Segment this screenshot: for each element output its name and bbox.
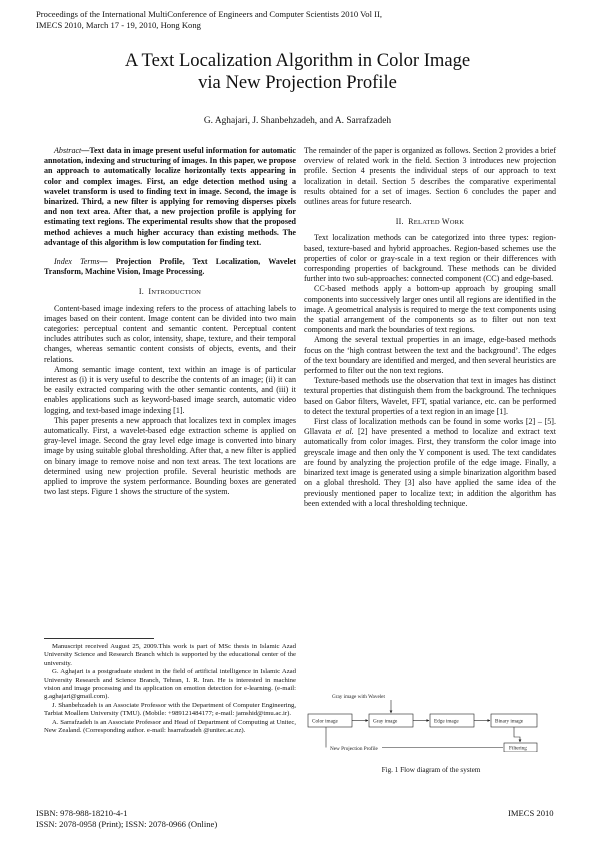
footnotes <box>44 643 296 735</box>
abstract-label: Abstract <box>54 146 82 155</box>
header-line-2: IMECS 2010, March 17 - 19, 2010, Hong Kong <box>36 20 201 30</box>
intro-paragraph-2: Among semantic image content, text within an image is of particular interest as (i) it is very useful to describe the contents of an image; (ii) it can be easily extracted comparing with the other semantic contents, and (iii) it enables applications such as keyword-based image search, automatic video logging, and text-based image indexing [1]. <box>44 364 296 415</box>
label-projection: New Projection Profile <box>330 746 378 752</box>
related-paragraph-4: Texture-based methods use the observation that text in images has distinct textural properties that distinguish them from the background. The techniques based on Gabor filters, Wavelet, FFT, spatial variance, etc. can be performed to detect the textural properties of a text region in an image [1]. <box>304 376 556 416</box>
footnote-rule <box>44 638 154 639</box>
label-filtering: Filtering <box>509 745 527 752</box>
paper-title <box>40 50 555 94</box>
title-line-1: A Text Localization Algorithm in Color Image <box>124 50 471 71</box>
related-paragraph-3: Among the several textual properties in an image, edge-based methods focus on the ‘high contrast between the text and the background’. The edges of the text boundary are identified and merged, and then several heuristics are performed to filter out the non text regions. <box>304 335 556 376</box>
index-terms <box>44 257 296 277</box>
label-gray-image: Gray image <box>373 718 398 725</box>
related-paragraph-5: First class of localization methods can be found in some works [2] – [5]. Gllavata et al. [2] have presented a method to localize and extract text automatically from color images. First, they transform the color image into greyscale image and then only the Y component is used. The text candidates are found by analyzing the projection profile of the edge image. Finally, a binarized text image is generated using a simple binarization algorithm based on a global threshold. They [3] also have applied the same idea of the previously mentioned paper to localize text; in addition the algorithm has been extended with a local thresholding technique. <box>304 417 556 508</box>
intro-paragraph-1: Content-based image indexing refers to the process of attaching labels to images based on their content. Image content can be divided into two main categories: perceptual content and semantic content. Perceptual content includes attributes such as color, intensity, shape, texture, and their temporal changes, whereas semantic content consists of objects, events, and their relations. <box>44 303 296 364</box>
footer-issn: ISSN: 2078-0958 (Print); ISSN: 2078-0966 (Online) <box>36 819 218 829</box>
right-column <box>304 146 556 509</box>
footnote-3: J. Shanbehzadeh is an Associate Professor with the Department of Computer Engineering, Tarbiat Moallem University (TMU). (Mobile: +989121484177; e-mail: jamshid@tmu.ac.ir). <box>44 701 296 718</box>
label-binary-image: Binary image <box>495 718 524 725</box>
footnote-1: Manuscript received August 25, 2009.This work is part of MSc thesis in Islamic Azad University Science and Research Branch which is supported by the educational center of the university. <box>44 643 296 667</box>
outline-paragraph: The remainder of the paper is organized as follows. Section 2 provides a brief overview of related work in the field. Section 3 introduces new projection profile. Section 4 presents the individual steps of our approach to text localization in detail. Section 5 describes the comparative experimental results obtained for a set of images. Section 6 concludes the paper and outlines areas for future research. <box>304 146 556 207</box>
related-paragraph-2: CC-based methods apply a bottom-up approach by grouping small components into successively larger ones until all regions are identified in the image. A geometrical analysis is required to merge the text components using the spatial arrangement of the components so as to filter out non text components and mark the boundaries of text regions. <box>304 284 556 335</box>
label-edge-image: Edge image <box>434 718 459 725</box>
figure-caption: Fig. 1 Flow diagram of the system <box>381 766 481 774</box>
intro-paragraph-3: This paper presents a new approach that localizes text in complex images automatically. First, a wavelet-based edge extraction scheme is applied on gray-level image. Second the gray level edge image is converted into binary image by using suitable global thresholding. After that, a new filter is applied on binary image to remove noise and non text areas. The text locations are determined using new projection profile. Several heuristic methods are applied to improve the system performance. Bounding boxes are generated two last steps. Figure 1 shows the structure of the system. <box>44 415 296 497</box>
footer-right: IMECS 2010 <box>508 808 554 818</box>
abstract <box>44 146 296 248</box>
abstract-dash: — <box>81 146 90 155</box>
running-header <box>36 9 456 31</box>
left-column <box>44 146 296 498</box>
flow-diagram <box>306 692 556 752</box>
arrow-binary-filtering <box>514 727 520 742</box>
index-terms-text: — Projection Profile, Text Localization, Wavelet Transform, Machine Vision, Image Processing. <box>44 257 296 277</box>
related-paragraph-1: Text localization methods can be categorized into three types: region-based, texture-based and hybrid approaches. Region-based schemes use the properties of color or gray-scale in a text region or their differences with corresponding properties of background. These methods can be divided further into two sub-approaches: connected component (CC) and edge-based. <box>304 233 556 284</box>
abstract-text: Text data in image present useful information for automatic annotation, indexing and structuring of images. In this paper, we propose an approach to automatically localize horizontally texts appearing in color and complex images. First, an edge detection method using a wavelet transform is used to finding text in image. Second, the image is binarized. Third, a new filter is applying for removing disperses pixels and non text area. After that, a new projection profile is applying for estimating text regions. The experimental results show that the proposed method achieves a much higher accuracy than existing methods. The advantage of this algorithm is low computation for finding text. <box>44 146 296 247</box>
footer-left <box>36 808 217 830</box>
footnote-2: G. Aghajari is a postgraduate student in the field of artificial intelligence in Islamic Azad University Research and Science Branch, Tehran, I. R. Iran. He is interested in machine vision and image processing and its application on emotion detection for e-learning. (e-mail: g.aghajari@gmail.com). <box>44 668 296 701</box>
section-heading-introduction: I. INTRODUCTION <box>138 287 202 297</box>
author-list: G. Aghajari, J. Shanbehzadeh, and A. Sarrafzadeh <box>203 116 392 126</box>
header-line-1: Proceedings of the International MultiConference of Engineers and Computer Scientists 2010 Vol II, <box>36 9 382 19</box>
section-heading-related-work: II. RELATED WORK <box>395 217 465 227</box>
footer-isbn: ISBN: 978-988-18210-4-1 <box>36 808 128 818</box>
index-terms-label: Index Terms <box>54 257 100 267</box>
title-line-2: via New Projection Profile <box>198 72 397 93</box>
footnote-4: A. Sarrafzadeh is an Associate Professor and Head of Department of Computing at Unitec, New Zealand. (Corresponding author. e-mail: hsarrafzadeh @unitec.ac.nz). <box>44 718 296 735</box>
label-color-image: Color image <box>312 718 338 725</box>
label-wavelet: Gray image with Wavelet <box>332 694 385 700</box>
